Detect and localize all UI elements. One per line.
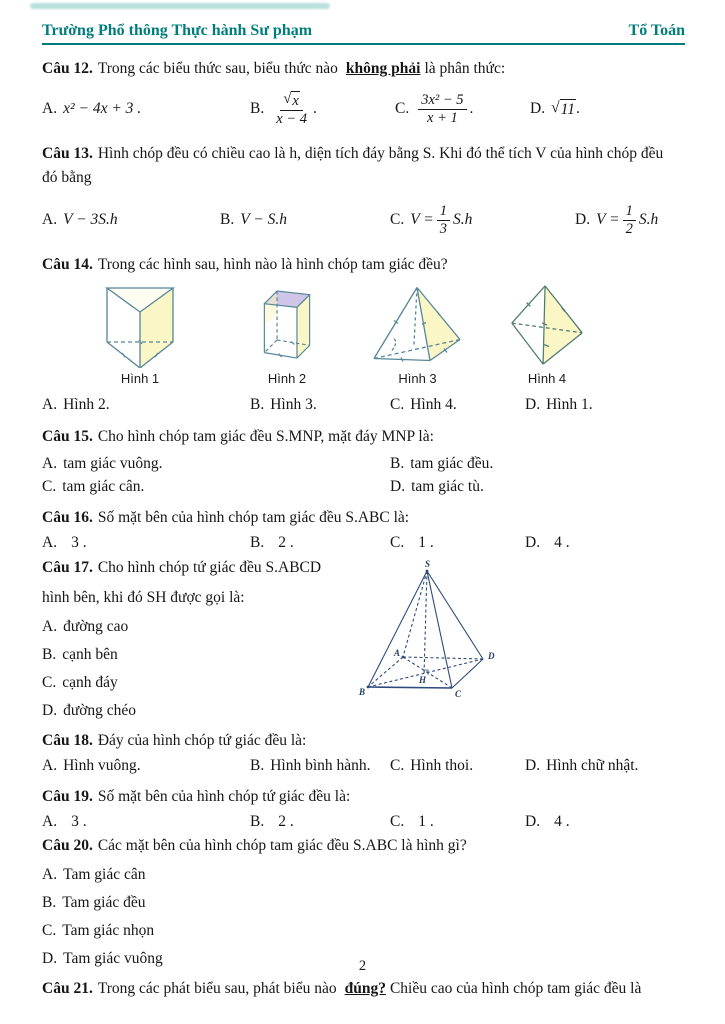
- question-18-title: Câu 18. Đáy của hình chóp tứ giác đều là:: [42, 732, 307, 749]
- figure-1: [95, 282, 185, 386]
- option-a: A. đường cao: [42, 618, 129, 635]
- option-d: D. 4 .: [525, 534, 570, 551]
- question-label: Câu 12.: [42, 60, 93, 77]
- question-16-options: [42, 532, 685, 553]
- question-16-title: Câu 16. Số mặt bên của hình chóp tam giác đều S.ABC là:: [42, 509, 410, 526]
- option-d: D. tam giác tù.: [390, 478, 484, 495]
- question-18-options: [42, 755, 685, 776]
- option-d: D. Hình 1.: [525, 396, 593, 413]
- question-15-options-row2: [42, 475, 685, 498]
- question-15-options-row1: [42, 452, 685, 475]
- option-d: D. V = $\frac{1}{2}$ S.h: [575, 203, 659, 237]
- option-a: A. Tam giác cân: [42, 866, 146, 883]
- question-12-options: [42, 86, 685, 132]
- question-label: Câu 14.: [42, 256, 93, 273]
- option-c: C. Hình thoi.: [390, 757, 474, 774]
- option-c: C. 1 .: [390, 813, 434, 830]
- question-17-subtitle: hình bên, khi đó SH được gọi là:: [42, 589, 245, 606]
- vertex-label-h: H: [419, 675, 427, 685]
- page-number: 2: [358, 958, 367, 974]
- option-d: D. √ 11 .: [530, 98, 580, 118]
- fraction: $\frac{\text{3x² − 5}}{x + 1}$: [418, 92, 466, 125]
- question-17: [42, 557, 685, 721]
- option-d: D. Hình chữ nhật.: [525, 757, 639, 774]
- question-20-title: Câu 20. Các mặt bên của hình chóp tam giác đều S.ABC là hình gì?: [42, 837, 467, 854]
- figure-2: [252, 282, 322, 386]
- vertex-label-b: B: [359, 687, 366, 697]
- option-d: D. đường chéo: [42, 702, 137, 719]
- question-label: Câu 15.: [42, 428, 93, 445]
- figure-caption: Hình 4: [527, 371, 567, 386]
- option-c: C. V = $\frac{1}{3}$ S.h: [390, 203, 473, 237]
- question-label: Câu 19.: [42, 788, 93, 805]
- question-15-title: Câu 15. Cho hình chóp tam giác đều S.MNP, mặt đáy MNP là:: [42, 428, 434, 445]
- question-19-title: Câu 19. Số mặt bên của hình chóp tứ giác đều là:: [42, 788, 351, 805]
- cuboid-figure: [252, 282, 322, 368]
- option-a: A. x² − 4x + 3 .: [42, 100, 142, 117]
- figure-3: [370, 282, 465, 386]
- question-19-options: [42, 811, 685, 832]
- question-14-options: [42, 394, 685, 415]
- vertex-label-d: D: [488, 651, 495, 661]
- fraction: √ x x − 4: [276, 90, 307, 127]
- question-13-options: [42, 196, 685, 244]
- vertex-label-a: A: [394, 648, 401, 658]
- pyramid-sabcd-figure: [355, 559, 505, 704]
- option-c: C. Hình 4.: [390, 396, 457, 413]
- vertex-label-s: S: [425, 559, 431, 569]
- option-c: C. $\frac{\text{3x² − 5}}{x + 1}$ .: [395, 92, 474, 126]
- option-d: D. 4 .: [525, 813, 570, 830]
- option-c: C. cạnh đáy: [42, 674, 118, 691]
- figure-caption: Hình 2: [267, 371, 307, 386]
- option-b: B. cạnh bên: [42, 646, 118, 663]
- pyramid-figure: [370, 282, 465, 368]
- option-c: C. Tam giác nhọn: [42, 922, 155, 939]
- question-17-title: Câu 17. Cho hình chóp tứ giác đều S.ABCD: [42, 559, 322, 576]
- option-a: A. tam giác vuông.: [42, 455, 163, 472]
- question-14-figures: [42, 282, 685, 386]
- underlined-emphasis: đúng?: [344, 980, 386, 997]
- scan-artifact: [30, 3, 330, 9]
- figure-caption: Hình 3: [398, 371, 437, 386]
- question-21-title: Câu 21. Trong các phát biểu sau, phát biểu nào đúng? Chiều cao của hình chóp tam giác đều là: [42, 980, 642, 997]
- question-label: Câu 20.: [42, 837, 93, 854]
- option-b: B. Hình bình hành.: [250, 757, 371, 774]
- option-a: A. 3 .: [42, 813, 87, 830]
- question-label: Câu 17.: [42, 559, 93, 576]
- option-a: A. V − 3S.h: [42, 211, 118, 228]
- school-name: Trường Phổ thông Thực hành Sư phạm: [42, 22, 313, 39]
- underlined-emphasis: không phải: [345, 60, 421, 77]
- option-b: B. tam giác đều.: [390, 455, 494, 472]
- option-a: A. Hình 2.: [42, 396, 110, 413]
- department-name: Tổ Toán: [628, 22, 685, 39]
- triangular-prism-figure: [95, 282, 185, 368]
- figure-caption: Hình 1: [120, 371, 160, 386]
- option-b: B. 2 .: [250, 813, 294, 830]
- option-c: C. tam giác cân.: [42, 478, 145, 495]
- question-label: Câu 21.: [42, 980, 93, 997]
- option-d: D. Tam giác vuông: [42, 950, 163, 967]
- tetrahedron-figure: [507, 282, 587, 368]
- option-c: C. 1 .: [390, 534, 434, 551]
- square-root: √ 11: [551, 98, 575, 118]
- page-header: [42, 22, 685, 45]
- option-a: A. Hình vuông.: [42, 757, 141, 774]
- question-12-title: Câu 12. Trong các biểu thức sau, biểu thức nào không phải là phân thức:: [42, 60, 506, 77]
- option-b: B. √ x x − 4 .: [250, 90, 317, 127]
- fraction: $\frac{1}{2}$: [623, 203, 636, 236]
- option-b: B. V − S.h: [220, 211, 287, 228]
- question-label: Câu 18.: [42, 732, 93, 749]
- question-label: Câu 13.: [42, 145, 93, 162]
- vertex-label-c: C: [455, 689, 462, 699]
- option-b: B. Tam giác đều: [42, 894, 146, 911]
- question-14-title: Câu 14. Trong các hình sau, hình nào là hình chóp tam giác đều?: [42, 256, 448, 273]
- figure-4: [507, 282, 587, 386]
- option-a: A. 3 .: [42, 534, 87, 551]
- question-13-title: Câu 13. Hình chóp đều có chiều cao là h, diện tích đáy bằng S. Khi đó thể tích V của hình chóp đều đó bằng: [42, 145, 664, 186]
- fraction: $\frac{1}{3}$: [437, 203, 450, 236]
- question-label: Câu 16.: [42, 509, 93, 526]
- option-b: B. 2 .: [250, 534, 294, 551]
- option-b: B. Hình 3.: [250, 396, 317, 413]
